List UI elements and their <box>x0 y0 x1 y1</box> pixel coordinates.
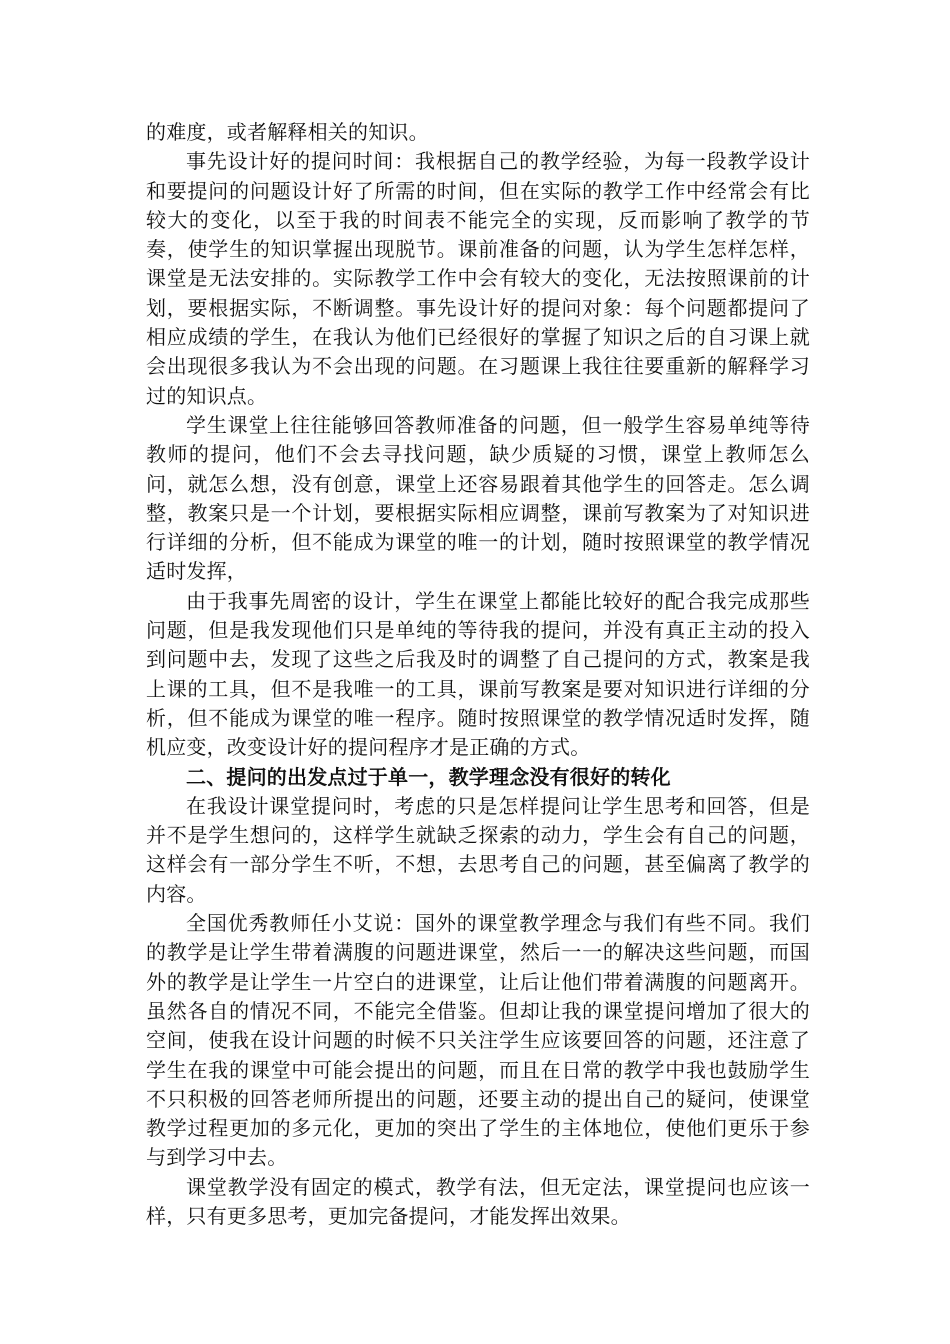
section-heading: 二、提问的出发点过于单一，教学理念没有很好的转化 <box>186 764 671 789</box>
paragraph-continuation: 的难度，或者解释相关的知识。 <box>146 120 429 144</box>
paragraph-student-answers: 学生课堂上往往能够回答教师准备的问题，但一般学生容易单纯等待教师的提问，他们不会去寻找问题，缺少质疑的习惯，课堂上教师怎么问，就怎么想，没有创意，课堂上还容易跟着其他学生的回答走。怎么调整，教案只是一个计划，要根据实际相应调整，课前写教案为了对知识进行详细的分析，但不能成为课堂的唯一的计划，随时按照课堂的教学情况适时发挥， <box>146 412 810 584</box>
paragraph-conclusion: 课堂教学没有固定的模式，教学有法，但无定法，课堂提问也应该一样，只有更多思考，更加完备提问，才能发挥出效果。 <box>146 1174 810 1228</box>
paragraph-careful-design: 由于我事先周密的设计，学生在课堂上都能比较好的配合我完成那些问题，但是我发现他们只是单纯的等待我的提问，并没有真正主动的投入到问题中去，发现了这些之后我及时的调整了自己提问的方式，教案是我上课的工具，但不是我唯一的工具，课前写教案是要对知识进行详细的分析，但不能成为课堂的唯一程序。随时按照课堂的教学情况适时发挥，随机应变，改变设计好的提问程序才是正确的方式。 <box>146 588 810 760</box>
paragraph-design-questions: 在我设计课堂提问时，考虑的只是怎样提问让学生思考和回答，但是并不是学生想问的，这样学生就缺乏探索的动力，学生会有自己的问题，这样会有一部分学生不听，不想，去思考自己的问题，甚至偏离了教学的内容。 <box>146 793 810 906</box>
document-page <box>146 118 810 1231</box>
paragraph-question-timing: 事先设计好的提问时间：我根据自己的教学经验，为每一段教学设计和要提问的问题设计好了所需的时间，但在实际的教学工作中经常会有比较大的变化，以至于我的时间表不能完全的实现，反而影响了教学的节奏，使学生的知识掌握出现脱节。课前准备的问题，认为学生怎样怎样，课堂是无法安排的。实际教学工作中会有较大的变化，无法按照课前的计划，要根据实际，不断调整。事先设计好的提问对象：每个问题都提问了相应成绩的学生，在我认为他们已经很好的掌握了知识之后的自习课上就会出现很多我认为不会出现的问题。在习题课上我往往要重新的解释学习过的知识点。 <box>146 149 810 408</box>
paragraph-teacher-quote: 全国优秀教师任小艾说：国外的课堂教学理念与我们有些不同。我们的教学是让学生带着满腹的问题进课堂，然后一一的解决这些问题，而国外的教学是让学生一片空白的进课堂，让后让他们带着满腹的问题离开。虽然各自的情况不同，不能完全借鉴。但却让我的课堂提问增加了很大的空间，使我在设计问题的时候不只关注学生应该要回答的问题，还注意了学生在我的课堂中可能会提出的问题，而且在日常的教学中我也鼓励学生不只积极的回答老师所提出的问题，还要主动的提出自己的疑问，使课堂教学过程更加的多元化，更加的突出了学生的主体地位，使他们更乐于参与到学习中去。 <box>146 911 810 1170</box>
